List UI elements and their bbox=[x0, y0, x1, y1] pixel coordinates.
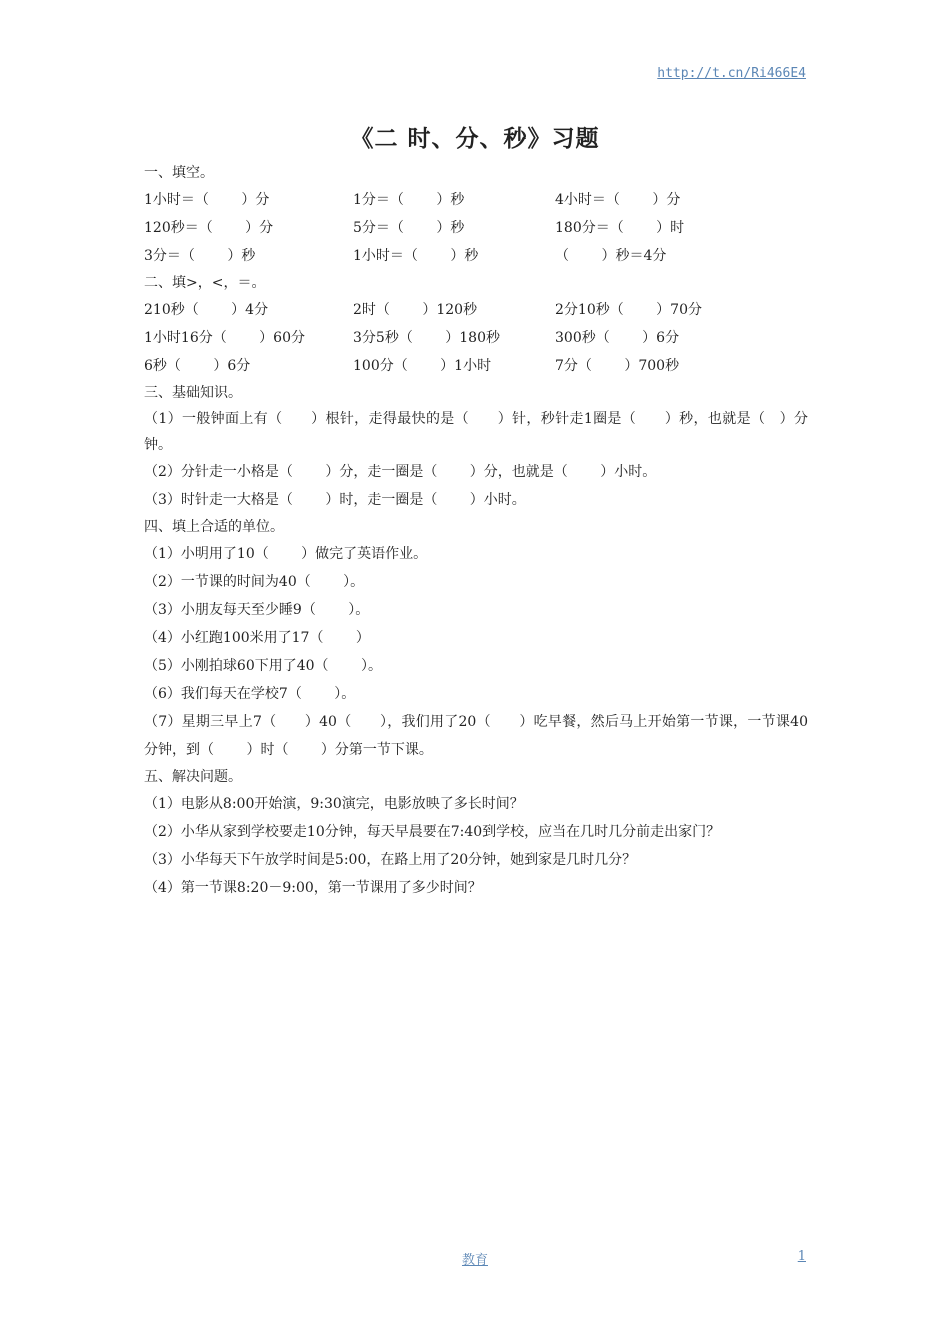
footer-link[interactable]: 教育 bbox=[461, 1253, 488, 1268]
s1-cell: 1小时＝（ ）分 bbox=[144, 192, 270, 208]
s1-cell: 5分＝（ ）秒 bbox=[353, 220, 465, 236]
section-1-heading: 一、填空。 bbox=[144, 165, 214, 181]
page-number[interactable]: 1 bbox=[797, 1249, 806, 1264]
section-5-heading: 五、解决问题。 bbox=[144, 769, 242, 785]
s1-cell: 1分＝（ ）秒 bbox=[353, 192, 465, 208]
section-2-heading: 二、填>，<，＝。 bbox=[144, 275, 266, 291]
s5-item-2: （2）小华从家到学校要走10分钟，每天早晨要在7:40到学校，应当在几时几分前走出家门？ bbox=[144, 824, 721, 840]
s3-item-2: （2）分针走一小格是（ ）分，走一圈是（ ）分，也就是（ ）小时。 bbox=[144, 464, 657, 480]
s5-item-4: （4）第一节课8:20－9:00，第一节课用了多少时间？ bbox=[144, 880, 482, 896]
s2-cell: 2时（ ）120秒 bbox=[353, 302, 478, 318]
s2-cell: 6秒（ ）6分 bbox=[144, 358, 251, 374]
s2-cell: 7分（ ）700秒 bbox=[555, 358, 680, 374]
s4-item-3: （3）小朋友每天至少睡9（ ）。 bbox=[144, 602, 370, 618]
s2-cell: 3分5秒（ ）180秒 bbox=[353, 330, 500, 346]
s2-row-2 bbox=[144, 324, 808, 352]
s1-row-3 bbox=[144, 242, 808, 270]
s1-row-1 bbox=[144, 186, 808, 214]
s4-item-2: （2）一节课的时间为40（ ）。 bbox=[144, 574, 365, 590]
s2-cell: 1小时16分（ ）60分 bbox=[144, 330, 305, 346]
s3-item-3: （3）时针走一大格是（ ）时，走一圈是（ ）小时。 bbox=[144, 492, 526, 508]
s1-row-2 bbox=[144, 214, 808, 242]
s2-cell: 100分（ ）1小时 bbox=[353, 358, 492, 374]
s1-cell: 1小时＝（ ）秒 bbox=[353, 248, 479, 264]
s2-row-3 bbox=[144, 352, 808, 380]
s1-cell: 4小时＝（ ）分 bbox=[555, 192, 681, 208]
s1-cell: 120秒＝（ ）分 bbox=[144, 220, 274, 236]
s1-cell: 3分＝（ ）秒 bbox=[144, 248, 256, 264]
header-link[interactable]: http://t.cn/Ri466E4 bbox=[657, 66, 806, 81]
s4-item-4: （4）小红跑100米用了17（ ） bbox=[144, 630, 370, 646]
s1-cell: （ ）秒＝4分 bbox=[555, 248, 667, 264]
s2-cell: 300秒（ ）6分 bbox=[555, 330, 680, 346]
s3-item-1: （1）一般钟面上有（ ）根针，走得最快的是（ ）针，秒针走1圈是（ ）秒，也就是（ ）分钟。 bbox=[144, 411, 808, 453]
s2-cell: 210秒（ ）4分 bbox=[144, 302, 269, 318]
section-3-heading: 三、基础知识。 bbox=[144, 385, 242, 401]
page-title: 《二 时、分、秒》习题 bbox=[350, 125, 600, 152]
s5-item-3: （3）小华每天下午放学时间是5:00，在路上用了20分钟，她到家是几时几分？ bbox=[144, 852, 637, 868]
s5-item-1: （1）电影从8:00开始演，9:30演完，电影放映了多长时间？ bbox=[144, 796, 524, 812]
s4-item-7: （7）星期三早上7（ ）40（ ），我们用了20（ ）吃早餐，然后马上开始第一节课，一节课40分钟，到（ ）时（ ）分第一节下课。 bbox=[144, 714, 808, 758]
s4-item-5: （5）小刚拍球60下用了40（ ）。 bbox=[144, 658, 382, 674]
section-4-heading: 四、填上合适的单位。 bbox=[144, 519, 284, 535]
s4-item-6: （6）我们每天在学校7（ ）。 bbox=[144, 686, 356, 702]
s4-item-1: （1）小明用了10（ ）做完了英语作业。 bbox=[144, 546, 428, 562]
s1-cell: 180分＝（ ）时 bbox=[555, 220, 685, 236]
document-body bbox=[144, 160, 808, 902]
s2-row-1 bbox=[144, 296, 808, 324]
s2-cell: 2分10秒（ ）70分 bbox=[555, 302, 702, 318]
